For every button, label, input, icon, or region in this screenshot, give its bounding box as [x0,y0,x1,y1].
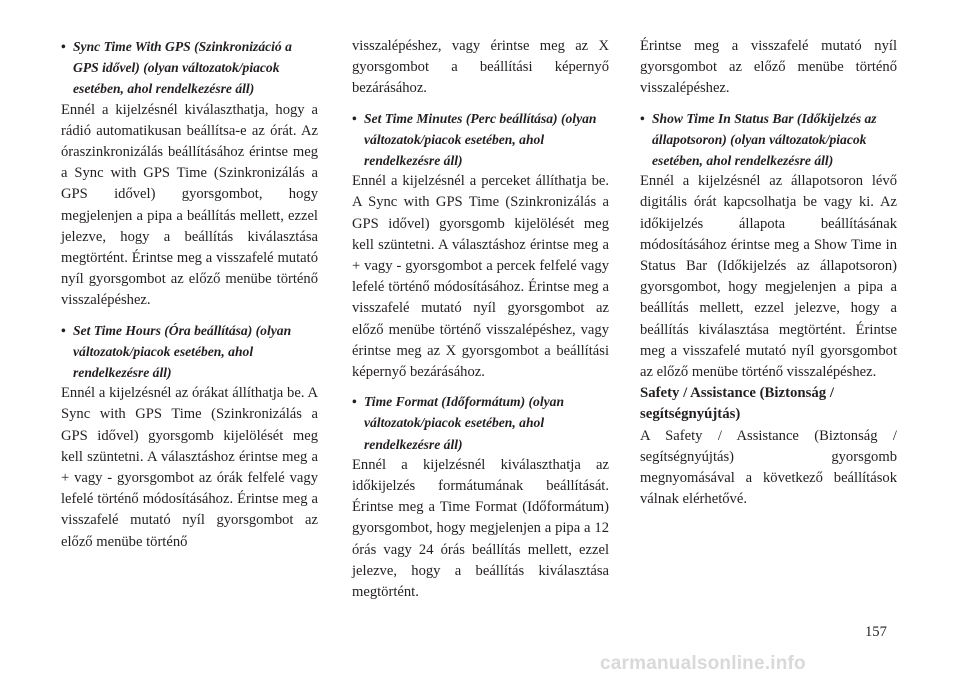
section-heading-show-time-status-bar [640,108,897,172]
paragraph: Ennél a kijelzésnél az órákat állíthatja be. A Sync with GPS Time (Szinkronizálás a GPS idővel) gyorsgomb kijelölését meg kell szüntetni. A választáshoz érintse meg a + vagy - gyorsgombot az órák felfelé vagy lefelé történő módosításához. Érintse meg a visszafelé mutató nyíl gyorsgombot az előző menübe történő [61,385,318,550]
section-heading-sync-time-gps [61,36,318,100]
heading-text: Sync Time With GPS (Szinkronizáció a GPS idővel) (olyan változatok/piacok esetében, ahol rendelkezésre áll) [73,39,292,97]
subsection-heading-safety-assistance: Safety / Assistance (Biztonság / segítségnyújtás) [640,385,834,423]
column-3 [640,36,897,510]
bullet: • [61,39,66,54]
section-heading-set-time-hours [61,320,318,384]
bullet: • [352,394,357,410]
column-1 [61,36,318,553]
bullet: • [640,110,645,126]
page-number: 157 [865,624,887,640]
section-heading-set-time-minutes [352,108,609,172]
bullet: • [61,322,66,338]
paragraph: Érintse meg a visszafelé mutató nyíl gyorsgombot az előző menübe történő visszalépéshez. [640,38,897,97]
column-2 [352,36,609,603]
heading-text: Time Format (Időformátum) (olyan változatok/piacok esetében, ahol rendelkezésre áll) [364,394,565,452]
paragraph: Ennél a kijelzésnél kiválaszthatja, hogy a rádió automatikusan beállítsa-e az órát. Az óraszinkronizálás beállításához érintse meg a Sync with GPS Time (Szinkronizálás a GPS idővel) gyorsgombot, hogy megjelenjen a pipa a beállítás mellett, ezzel jelezve, hogy a beállítás kiválasztása megtörtént. Érintse meg a visszafelé mutató nyíl gyorsgombot az előző menübe történő visszalépéshez. [61,101,318,309]
paragraph: Ennél a kijelzésnél kiválaszthatja az időkijelzés formátumának beállítását. Érintse meg a Time Format (Időformátum) gyorsgombot, hogy megjelenjen a pipa a 12 órás vagy 24 órás beállítás mellett, ezzel jelezve, hogy a beállítás kiválasztása megtörtént. [352,456,609,601]
paragraph: A Safety / Assistance (Biztonság / segítségnyújtás) gyorsgomb megnyomásával a következő beállítások válnak elérhetővé. [640,427,897,508]
heading-text: Show Time In Status Bar (Időkijelzés az állapotsoron) (olyan változatok/piacok esetében, ahol rendelkezésre áll) [652,110,877,169]
heading-text: Set Time Hours (Óra beállítása) (olyan változatok/piacok esetében, ahol rendelkezésre áll) [73,322,292,381]
bullet: • [352,110,357,126]
paragraph: visszalépéshez, vagy érintse meg az X gyorsgombot a beállítási képernyő bezárásához. [352,38,609,97]
heading-text: Set Time Minutes (Perc beállítása) (olyan változatok/piacok esetében, ahol rendelkezésre áll) [364,110,597,169]
paragraph: Ennél a kijelzésnél az állapotsoron lévő digitális órát kapcsolhatja be vagy ki. Az időkijelzés állapota beállításának módosításához érintse meg a Show Time in Status Bar (Időkijelzés az állapotsoron) gyorsgombot, hogy megjelenjen a pipa a beállítás mellett, ezzel jelezve, hogy a beállítás kiválasztása megtörtént. Érintse meg a visszafelé mutató nyíl gyorsgombot az előző menübe történő visszalépéshez. [640,173,897,381]
section-heading-time-format [352,391,609,455]
watermark: carmanualsonline.info [600,653,806,674]
paragraph: Ennél a kijelzésnél a perceket állíthatja be. A Sync with GPS Time (Szinkronizálás a GPS idővel) gyorsgomb kijelölését meg kell szüntetni. A választáshoz érintse meg a + vagy - gyorsgombot a percek felfelé vagy lefelé történő módosításához. Érintse meg a visszafelé mutató nyíl gyorsgombot az előző menübe történő visszalépéshez, vagy érintse meg az X gyorsgombot a beállítási képernyő bezárásához. [352,173,609,381]
